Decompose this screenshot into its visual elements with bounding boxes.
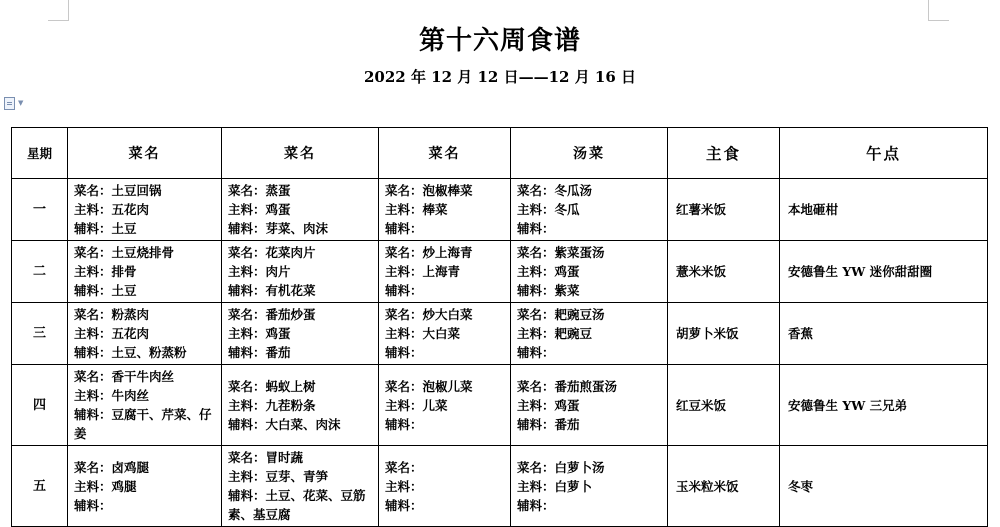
dish-name: 菜名：炒上海青 bbox=[385, 245, 473, 260]
table-row bbox=[12, 241, 988, 303]
table-row bbox=[12, 365, 988, 446]
dish-name: 菜名：蚂蚁上树 bbox=[228, 378, 316, 394]
staple-cell: 薏米米饭 bbox=[668, 241, 780, 303]
date-range: 2022 年 12 月 12 日——12 月 16 日 bbox=[363, 68, 637, 86]
main-ingredient: 主料：鸡蛋 bbox=[517, 397, 580, 413]
dish-name: 菜名： bbox=[385, 459, 423, 475]
table-header-row bbox=[12, 128, 988, 179]
main-ingredient: 主料：耙豌豆 bbox=[517, 326, 593, 341]
dish-name: 菜名：泡椒棒菜 bbox=[385, 183, 473, 198]
dish-3-cell bbox=[379, 446, 511, 527]
document-icon bbox=[4, 97, 15, 110]
dish-1-cell bbox=[68, 303, 222, 365]
main-ingredient: 主料：肉片 bbox=[228, 264, 291, 279]
staple-cell: 红豆米饭 bbox=[668, 365, 780, 446]
dish-name: 菜名：蒸蛋 bbox=[228, 183, 291, 198]
dish-name: 菜名：卤鸡腿 bbox=[74, 459, 150, 475]
side-ingredient: 辅料：番茄 bbox=[228, 345, 291, 360]
side-ingredient: 辅料： bbox=[385, 416, 423, 432]
main-ingredient: 主料：五花肉 bbox=[74, 202, 150, 217]
side-ingredient: 辅料： bbox=[517, 221, 555, 236]
document-title: 第十六周食谱 bbox=[418, 26, 581, 56]
side-ingredient: 辅料： bbox=[385, 221, 423, 236]
header-dish-3: 菜名 bbox=[379, 128, 511, 179]
dish-1-cell bbox=[68, 446, 222, 527]
header-snack: 午点 bbox=[780, 128, 988, 179]
side-ingredient: 辅料：芽菜、肉沫 bbox=[228, 221, 329, 236]
side-ingredient: 辅料：豆腐干、芹菜、仔姜 bbox=[74, 407, 212, 441]
table-row bbox=[12, 179, 988, 241]
dish-name: 菜名：土豆烧排骨 bbox=[74, 245, 175, 260]
main-ingredient: 主料：牛肉丝 bbox=[74, 388, 150, 403]
side-ingredient: 辅料：紫菜 bbox=[517, 283, 580, 298]
main-ingredient: 主料：冬瓜 bbox=[517, 202, 580, 217]
side-ingredient: 辅料：土豆 bbox=[74, 283, 137, 298]
staple-cell: 玉米粒米饭 bbox=[668, 446, 780, 527]
soup-cell bbox=[511, 303, 668, 365]
dish-name: 菜名：白萝卜汤 bbox=[517, 459, 605, 475]
snack-cell: 香蕉 bbox=[780, 303, 988, 365]
dish-2-cell bbox=[222, 446, 379, 527]
side-ingredient: 辅料：有机花菜 bbox=[228, 283, 316, 298]
dish-2-cell bbox=[222, 179, 379, 241]
dish-name: 菜名：土豆回锅 bbox=[74, 183, 162, 198]
dish-name: 菜名：花菜肉片 bbox=[228, 245, 316, 260]
header-weekday: 星期 bbox=[12, 128, 68, 179]
side-ingredient: 辅料： bbox=[385, 345, 423, 360]
side-ingredient: 辅料：番茄 bbox=[517, 416, 580, 432]
main-ingredient: 主料：排骨 bbox=[74, 264, 137, 279]
weekday-cell: 三 bbox=[12, 303, 68, 365]
main-ingredient: 主料：白萝卜 bbox=[517, 478, 593, 494]
dish-1-cell bbox=[68, 241, 222, 303]
side-ingredient: 辅料： bbox=[385, 283, 423, 298]
snack-cell: 本地砸柑 bbox=[780, 179, 988, 241]
dish-name: 菜名：耙豌豆汤 bbox=[517, 307, 605, 322]
soup-cell bbox=[511, 365, 668, 446]
staple-cell: 红薯米饭 bbox=[668, 179, 780, 241]
dish-1-cell bbox=[68, 365, 222, 446]
dish-name: 菜名：番茄炒蛋 bbox=[228, 307, 316, 322]
paste-options-button[interactable] bbox=[4, 96, 30, 110]
side-ingredient: 辅料： bbox=[517, 345, 555, 360]
dish-1-cell bbox=[68, 179, 222, 241]
side-ingredient: 辅料： bbox=[74, 497, 112, 513]
main-ingredient: 主料：鸡蛋 bbox=[228, 202, 291, 217]
weekday-cell: 四 bbox=[12, 365, 68, 446]
side-ingredient: 辅料： bbox=[517, 497, 555, 513]
dish-name: 菜名：冬瓜汤 bbox=[517, 183, 593, 198]
main-ingredient: 主料：上海青 bbox=[385, 264, 461, 279]
side-ingredient: 辅料：土豆、粉蒸粉 bbox=[74, 345, 187, 360]
soup-cell bbox=[511, 446, 668, 527]
dish-2-cell bbox=[222, 303, 379, 365]
dish-name: 菜名：冒时蔬 bbox=[228, 450, 304, 465]
main-ingredient: 主料：鸡蛋 bbox=[517, 264, 580, 279]
header-dish-1: 菜名 bbox=[68, 128, 222, 179]
side-ingredient: 辅料：大白菜、肉沫 bbox=[228, 416, 341, 432]
main-ingredient: 主料：鸡腿 bbox=[74, 478, 137, 494]
main-ingredient: 主料：九茬粉条 bbox=[228, 397, 316, 413]
dish-2-cell bbox=[222, 241, 379, 303]
main-ingredient: 主料：儿菜 bbox=[385, 397, 448, 413]
staple-cell: 胡萝卜米饭 bbox=[668, 303, 780, 365]
header-staple: 主食 bbox=[668, 128, 780, 179]
main-ingredient: 主料：五花肉 bbox=[74, 326, 150, 341]
page-corner-mark-right bbox=[928, 0, 949, 21]
page-corner-mark-left bbox=[48, 0, 69, 21]
weekday-cell: 一 bbox=[12, 179, 68, 241]
snack-cell: 安德鲁生 YW 三兄弟 bbox=[780, 365, 988, 446]
header-soup: 汤菜 bbox=[511, 128, 668, 179]
main-ingredient: 主料：鸡蛋 bbox=[228, 326, 291, 341]
main-ingredient: 主料：棒菜 bbox=[385, 202, 448, 217]
weekday-cell: 五 bbox=[12, 446, 68, 527]
side-ingredient: 辅料：土豆 bbox=[74, 221, 137, 236]
chevron-down-icon: ▼ bbox=[18, 99, 24, 107]
table-row bbox=[12, 303, 988, 365]
dish-name: 菜名：紫菜蛋汤 bbox=[517, 245, 605, 260]
dish-name: 菜名：番茄煎蛋汤 bbox=[517, 378, 618, 394]
dish-2-cell bbox=[222, 365, 379, 446]
snack-cell: 冬枣 bbox=[780, 446, 988, 527]
weekly-menu-table bbox=[11, 127, 988, 527]
dish-name: 菜名：香干牛肉丝 bbox=[74, 369, 175, 384]
main-ingredient: 主料：大白菜 bbox=[385, 326, 461, 341]
weekday-cell: 二 bbox=[12, 241, 68, 303]
dish-name: 菜名：泡椒儿菜 bbox=[385, 378, 473, 394]
dish-3-cell bbox=[379, 303, 511, 365]
main-ingredient: 主料： bbox=[385, 478, 423, 494]
soup-cell bbox=[511, 241, 668, 303]
snack-cell: 安德鲁生 YW 迷你甜甜圈 bbox=[780, 241, 988, 303]
table-row bbox=[12, 446, 988, 527]
dish-3-cell bbox=[379, 365, 511, 446]
soup-cell bbox=[511, 179, 668, 241]
main-ingredient: 主料：豆芽、青笋 bbox=[228, 469, 329, 484]
side-ingredient: 辅料： bbox=[385, 497, 423, 513]
dish-3-cell bbox=[379, 241, 511, 303]
dish-3-cell bbox=[379, 179, 511, 241]
side-ingredient: 辅料：土豆、花菜、豆筋素、基豆腐 bbox=[228, 488, 366, 522]
dish-name: 菜名：粉蒸肉 bbox=[74, 307, 150, 322]
header-dish-2: 菜名 bbox=[222, 128, 379, 179]
dish-name: 菜名：炒大白菜 bbox=[385, 307, 473, 322]
